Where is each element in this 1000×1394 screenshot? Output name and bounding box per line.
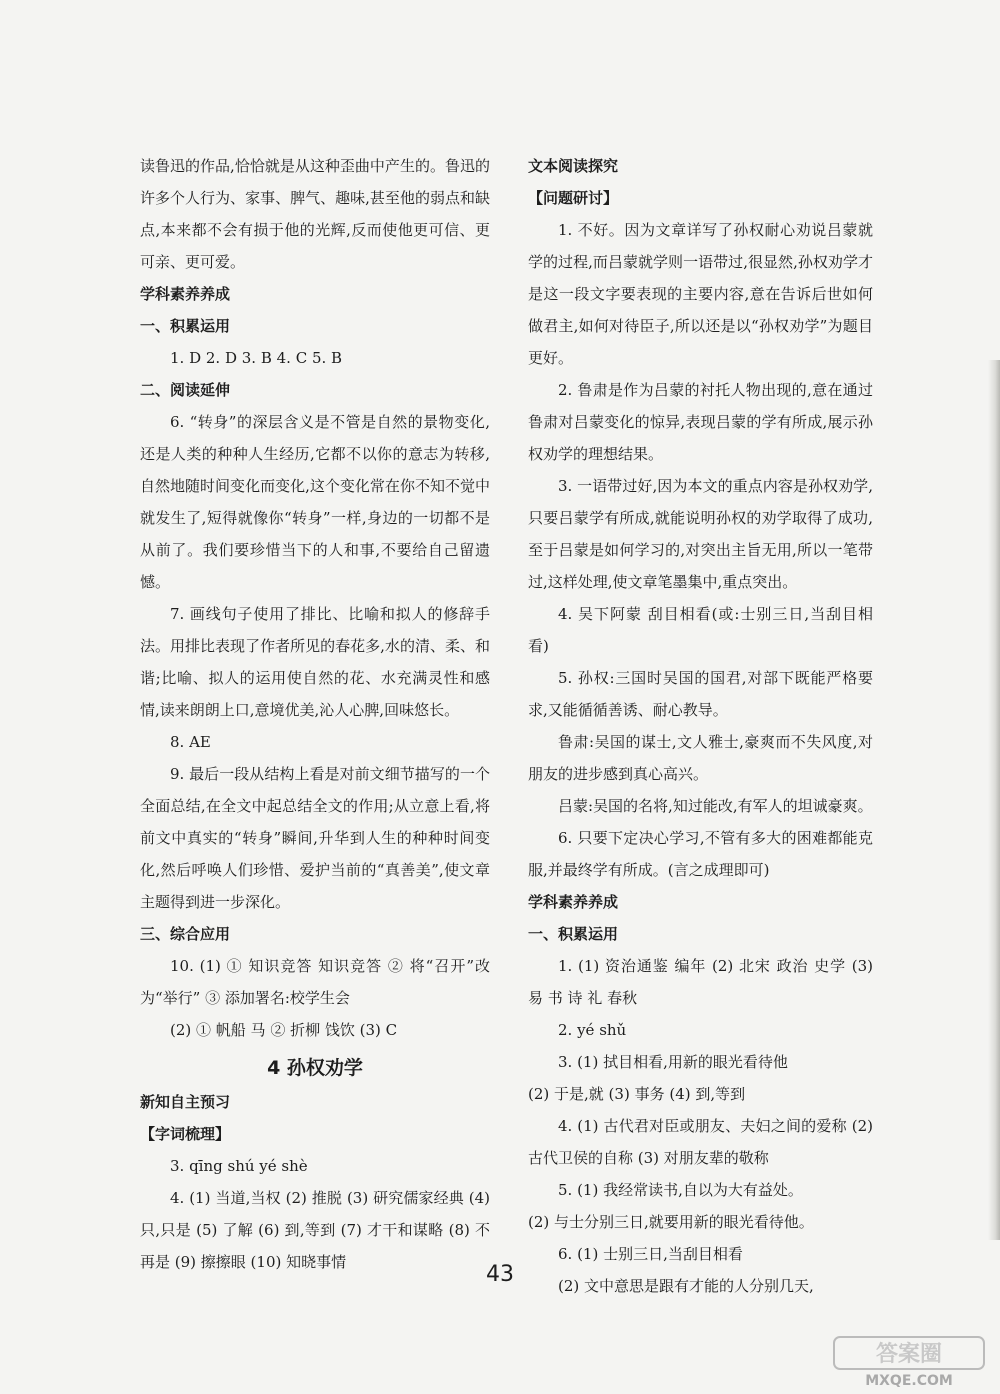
chapter-title: 4 孙权劝学 (267, 1057, 363, 1079)
paragraph: 2. yé shǔ (558, 1021, 627, 1039)
section-heading: 一、积累运用 (528, 925, 619, 943)
paragraph: 3. qīng shú yé shè (170, 1157, 308, 1175)
paragraph: 7. 画线句子使用了排比、比喻和拟人的修辞手法。用排比表现了作者所见的春花多,水的清、柔、和谐;比喻、拟人的运用使自然的花、水充满灵性和感情,读来朗朗上口,意境优美,沁人心脾,回味悠长。 (140, 605, 490, 719)
paragraph: 4. 吴下阿蒙 刮目相看(或:士别三日,当刮目相看) (528, 605, 873, 655)
paragraph: (2) 与士分别三日,就要用新的眼光看待他。 (528, 1213, 814, 1231)
section-heading: 【字词梳理】 (140, 1125, 231, 1143)
paragraph: 6. 只要下定决心学习,不管有多大的困难都能克服,并最终学有所成。(言之成理即可) (528, 829, 873, 879)
paragraph: 5. (1) 我经常读书,自以为大有益处。 (558, 1181, 803, 1199)
paragraph: 鲁肃:吴国的谋士,文人雅士,豪爽而不失风度,对朋友的进步感到真心高兴。 (528, 733, 873, 783)
paragraph: (2) 文中意思是跟有才能的人分别几天, (558, 1277, 814, 1295)
paragraph: 2. 鲁肃是作为吕蒙的衬托人物出现的,意在通过鲁肃对吕蒙变化的惊异,表现吕蒙的学有所成,展示孙权劝学的理想结果。 (528, 381, 873, 463)
section-heading: 学科素养养成 (528, 893, 619, 911)
paragraph: 5. 孙权:三国时吴国的国君,对部下既能严格要求,又能循循善诱、耐心教导。 (528, 669, 873, 719)
section-heading: 二、阅读延伸 (140, 381, 231, 399)
paragraph: 8. AE (170, 733, 211, 751)
section-heading: 【问题研讨】 (528, 189, 619, 207)
paragraph: 6. (1) 士别三日,当刮目相看 (558, 1245, 743, 1263)
paragraph: 1. 不好。因为文章详写了孙权耐心劝说吕蒙就学的过程,而吕蒙就学则一语带过,很显然,孙权劝学才是这一段文字要表现的主要内容,意在告诉后世如何做君主,如何对待臣子,所以还是以“孙权劝学”为题目更好。 (528, 221, 873, 367)
left-column (140, 150, 490, 1278)
page-edge-shadow (988, 360, 1000, 1240)
page-number: 43 (486, 1262, 514, 1287)
paragraph: (2) 于是,就 (3) 事务 (4) 到,等到 (528, 1085, 746, 1103)
paragraph: 1. D 2. D 3. B 4. C 5. B (170, 349, 343, 367)
paragraph: (2) ① 帆船 马 ② 折柳 饯饮 (3) C (170, 1021, 398, 1039)
section-heading: 学科素养养成 (140, 285, 231, 303)
watermark-logo (830, 1335, 990, 1390)
paragraph: 4. (1) 当道,当权 (2) 推脱 (3) 研究儒家经典 (4) 只,只是 (5) 了解 (6) 到,等到 (7) 才干和谋略 (8) 不再是 (9) 擦擦眼 (10) 知晓事情 (140, 1189, 490, 1271)
watermark-top-text: 答案圈 (875, 1342, 943, 1367)
paragraph: 1. (1) 资治通鉴 编年 (2) 北宋 政治 史学 (3) 易 书 诗 礼 春秋 (528, 957, 873, 1007)
paragraph: 6. “转身”的深层含义是不管是自然的景物变化,还是人类的种种人生经历,它都不以你的意志为转移,自然地随时间变化而变化,这个变化常在你不知不觉中就发生了,短得就像你“转身”一样,身边的一切都不是从前了。我们要珍惜当下的人和事,不要给自己留遗憾。 (140, 413, 490, 591)
section-heading: 一、积累运用 (140, 317, 231, 335)
paragraph: 吕蒙:吴国的名将,知过能改,有军人的坦诚豪爽。 (558, 797, 873, 815)
paragraph: 3. 一语带过好,因为本文的重点内容是孙权劝学,只要吕蒙学有所成,就能说明孙权的劝学取得了成功,至于吕蒙是如何学习的,对突出主旨无用,所以一笔带过,这样处理,使文章笔墨集中,重点突出。 (528, 477, 873, 591)
paragraph: 10. (1) ① 知识竞答 知识竞答 ② 将“召开”改为“举行” ③ 添加署名:校学生会 (140, 957, 490, 1007)
section-heading: 三、综合应用 (140, 925, 231, 943)
section-heading: 文本阅读探究 (528, 157, 619, 175)
section-heading: 新知自主预习 (140, 1093, 231, 1111)
watermark-bottom-text: MXQE.COM (865, 1373, 953, 1389)
paragraph: 读鲁迅的作品,恰恰就是从这种歪曲中产生的。鲁迅的许多个人行为、家事、脾气、趣味,甚至他的弱点和缺点,本来都不会有损于他的光辉,反而使他更可信、更可亲、更可爱。 (140, 157, 490, 271)
paragraph: 4. (1) 古代君对臣或朋友、夫妇之间的爱称 (2) 古代卫侯的自称 (3) 对朋友辈的敬称 (528, 1117, 873, 1167)
paragraph: 3. (1) 拭目相看,用新的眼光看待他 (558, 1053, 788, 1071)
paragraph: 9. 最后一段从结构上看是对前文细节描写的一个全面总结,在全文中起总结全文的作用;从立意上看,将前文中真实的“转身”瞬间,升华到人生的种种时间变化,然后呼唤人们珍惜、爱护当前的“真善美”,使文章主题得到进一步深化。 (140, 765, 490, 911)
right-column (528, 150, 873, 1302)
